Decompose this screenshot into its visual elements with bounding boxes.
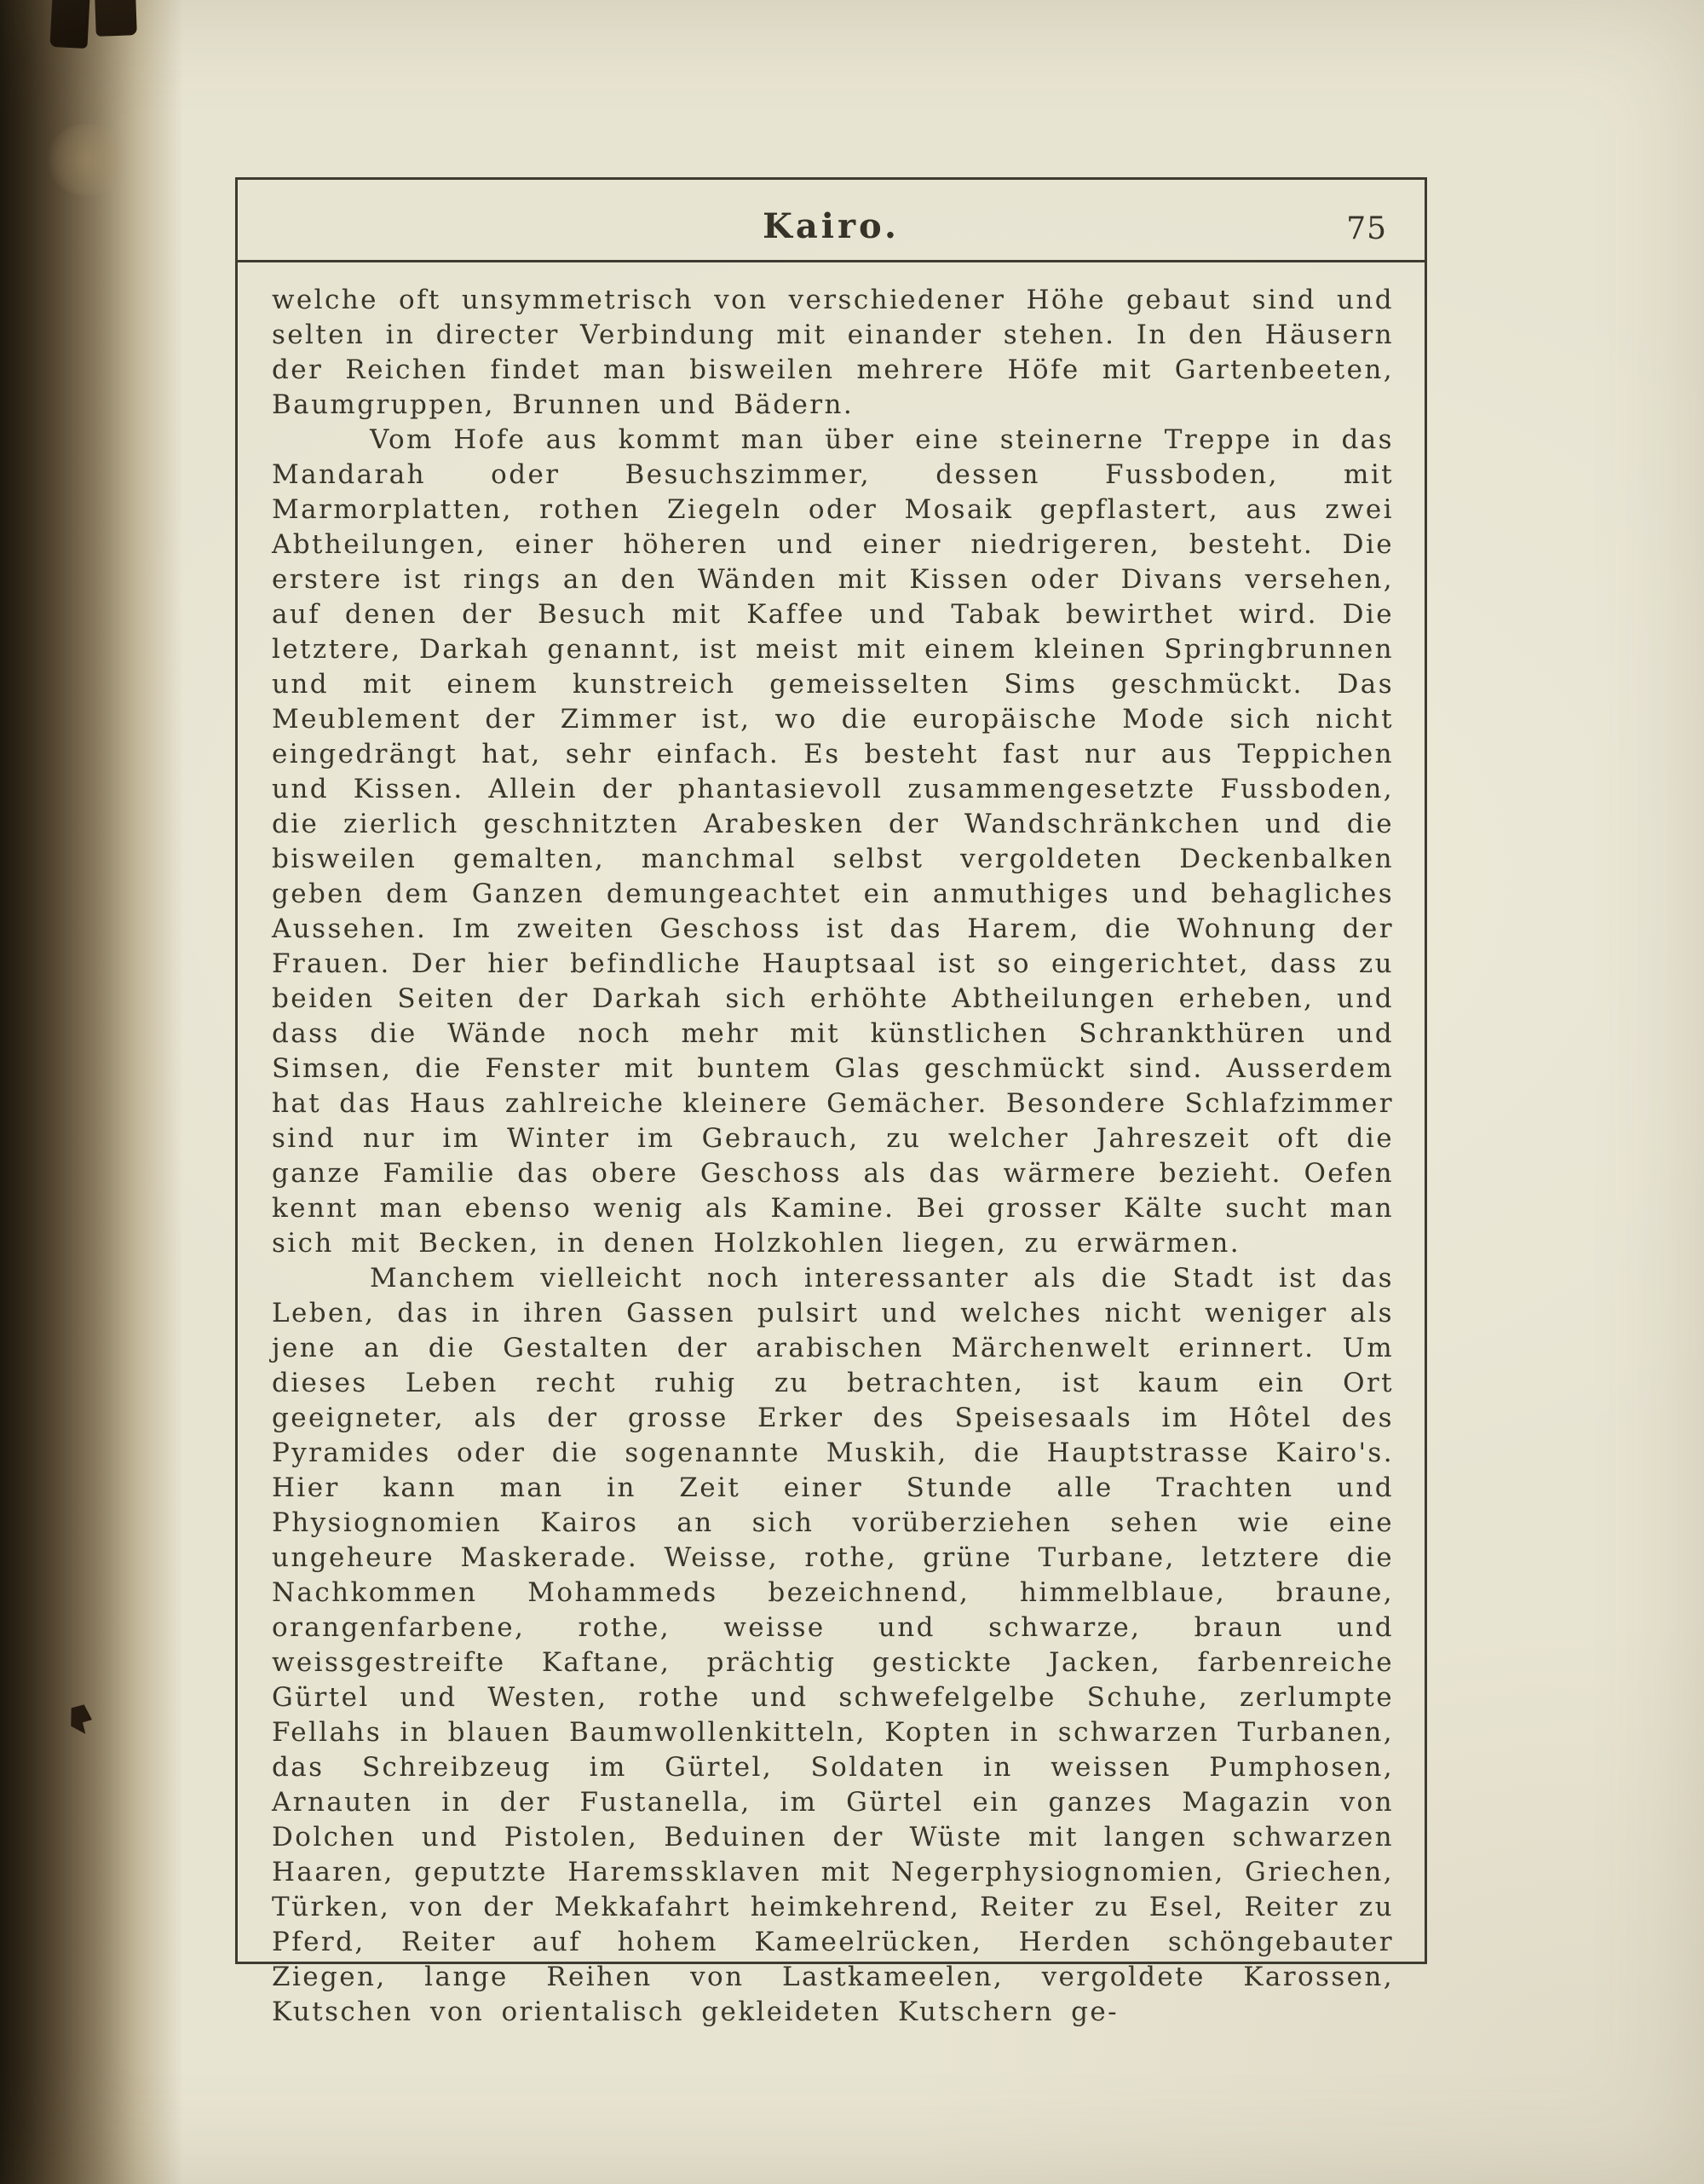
paragraph: Manchem vielleicht noch interessanter als die Stadt ist das Leben, das in ihren Gassen pulsirt und welches nicht weniger als jene an die Gestalten der arabischen Märchenwelt erinnert. Um dieses Leben recht ruhig zu betrachten, ist kaum ein Ort geeigneter, als der grosse Erker des Speisesaals im Hôtel des Pyramides oder die sogenannte Muskih, die Hauptstrasse Kairo's. Hier kann man in Zeit einer Stunde alle Trachten und Physiognomien Kairos an sich vorüberziehen sehen wie eine ungeheure Maskerade. Weisse, rothe, grüne Turbane, letztere die Nachkommen Mohammeds bezeichnend, himmelblaue, braune, orangenfarbene, rothe, weisse und schwarze, braun und weissgestreifte Kaftane, prächtig gestickte Jacken, farbenreiche Gürtel und Westen, rothe und schwefelgelbe Schuhe, zerlumpte Fellahs in blauen Baumwollenkitteln, Kopten in schwarzen Turbanen, das Schreibzeug im Gürtel, Soldaten in weissen Pumphosen, Arnauten in der Fustanella, im Gürtel ein ganzes Magazin von Dolchen und Pistolen, Beduinen der Wüste mit langen schwarzen Haaren, geputzte Haremssklaven mit Negerphysiognomien, Griechen, Türken, von der Mekkafahrt heimkehrend, Reiter zu Esel, Reiter zu Pferd, Reiter auf hohem Kameelrücken, Herden schöngebauter Ziegen, lange Reihen von Lastkameelen, vergoldete Karossen, Kutschen von orientalisch gekleideten Kutschern ge- [272,1263,1394,2027]
binding-remnant [95,0,137,37]
paper-speck [68,1703,94,1734]
page-header [238,180,1425,260]
page-number: 75 [1346,211,1387,246]
page-text [238,262,1425,2027]
book-binding-gutter [0,0,183,2184]
paragraph: Vom Hofe aus kommt man über eine steinerne Treppe in das Mandarah oder Besuchszimmer, dessen Fussboden, mit Marmorplatten, rothen Ziegeln oder Mosaik gepflastert, aus zwei Abtheilungen, einer höheren und einer niedrigeren, besteht. Die erstere ist rings an den Wänden mit Kissen oder Divans versehen, auf denen der Besuch mit Kaffee und Tabak bewirthet wird. Die letztere, Darkah genannt, ist meist mit einem kleinen Springbrunnen und mit einem kunstreich gemeisselten Sims geschmückt. Das Meublement der Zimmer ist, wo die europäische Mode sich nicht eingedrängt hat, sehr einfach. Es besteht fast nur aus Teppichen und Kissen. Allein der phantasievoll zusammengesetzte Fussboden, die zierlich geschnitzten Arabesken der Wandschränkchen und die bisweilen gemalten, manchmal selbst vergoldeten Deckenbalken geben dem Ganzen demungeachtet ein anmuthiges und behagliches Aussehen. Im zweiten Geschoss ist das Harem, die Wohnung der Frauen. Der hier befindliche Hauptsaal ist so eingerichtet, dass zu beiden Seiten der Darkah sich erhöhte Abtheilungen erheben, und dass die Wände noch mehr mit künstlichen Schrankthüren und Simsen, die Fenster mit buntem Glas geschmückt sind. Ausserdem hat das Haus zahlreiche kleinere Gemächer. Besondere Schlafzimmer sind nur im Winter im Gebrauch, zu welcher Jahreszeit oft die ganze Familie das obere Geschoss als das wärmere bezieht. Oefen kennt man ebenso wenig als Kamine. Bei grosser Kälte sucht man sich mit Becken, in denen Holzkohlen liegen, zu erwärmen. [272,424,1394,1259]
paragraph: welche oft unsymmetrisch von verschiedener Höhe gebaut sind und selten in directer Verbindung mit einander stehen. In den Häusern der Reichen findet man bisweilen mehrere Höfe mit Gartenbeeten, Baumgruppen, Brunnen und Bädern. [272,285,1394,420]
running-title: Kairo. [763,206,900,246]
paper-stain [47,124,128,196]
binding-remnant [49,0,89,49]
page-frame [235,177,1427,2027]
